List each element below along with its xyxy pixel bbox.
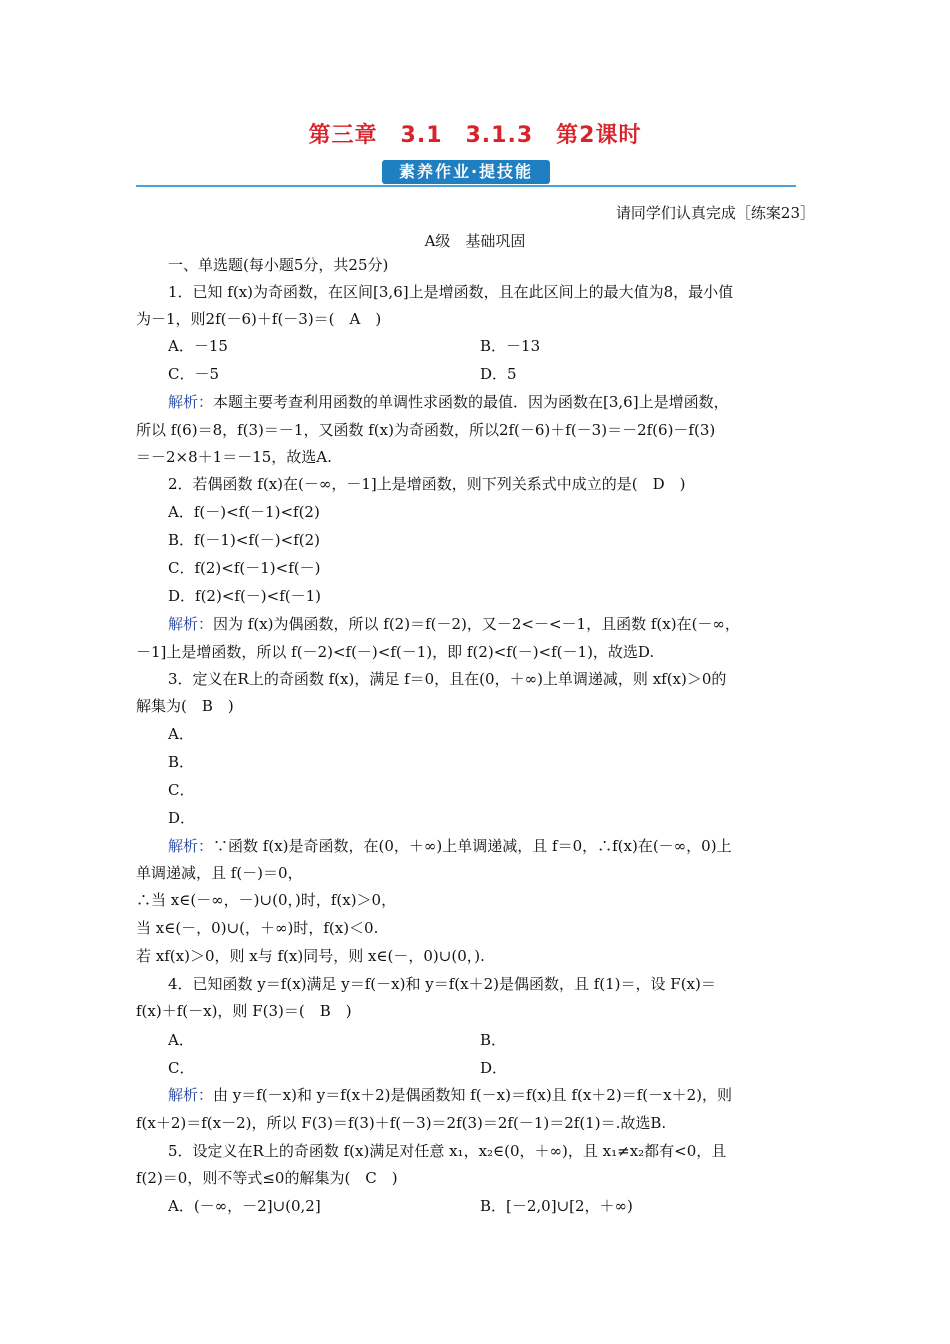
- q2-option-c: C．f(2)<f(－1)<f(－): [168, 559, 321, 577]
- q3-solution-line4: 当 x∈(－，0)∪(，＋∞)时，f(x)＜0.: [136, 919, 379, 937]
- q2-option-a: A．f(－)<f(－1)<f(2): [168, 503, 320, 521]
- q4-option-d: D．: [480, 1059, 508, 1077]
- q5-stem-line2: f(2)＝0，则不等式≤0的解集为( C ): [136, 1169, 398, 1187]
- header-divider: [136, 185, 796, 187]
- q1-stem-line2: 为－1，则2f(－6)＋f(－3)＝( A ): [136, 310, 382, 328]
- q5-stem-line1: 5．设定义在R上的奇函数 f(x)满足对任意 x₁，x₂∈(0，＋∞)，且 x₁≠x₂都有<0，且: [168, 1142, 727, 1160]
- q2-solution-line2: －1]上是增函数，所以 f(－2)<f(－)<f(－1)，即 f(2)<f(－)<f(－1)，故选D.: [136, 643, 655, 661]
- q4-solution-line1: [168, 1085, 848, 1105]
- q3-stem-line1: 3．定义在R上的奇函数 f(x)，满足 f＝0，且在(0，＋∞)上单调递减，则 xf(x)＞0的: [168, 670, 727, 688]
- q3-option-c: C．: [168, 781, 195, 799]
- q4-solution-line2: f(x＋2)＝f(x－2)，所以 F(3)＝f(3)＋f(－3)＝2f(3)＝2f(－1)＝2f(1)＝.故选B.: [136, 1114, 667, 1132]
- q5-option-b: B．[－2,0]∪[2，＋∞): [480, 1197, 633, 1215]
- section-banner: 素养作业·提技能: [382, 160, 550, 184]
- q3-solution-line3: ∴当 x∈(－∞，－)∪(0，)时，f(x)＞0，: [136, 891, 397, 909]
- q1-solution-text1: 本题主要考查利用函数的单调性求函数的最值．因为函数在[3,6]上是增函数，: [213, 393, 729, 411]
- q4-options-row2: [168, 1058, 848, 1078]
- level-heading: A级 基础巩固: [424, 232, 526, 250]
- q3-solution-text1: ∵函数 f(x)是奇函数，在(0，＋∞)上单调递减，且 f＝0，∴f(x)在(－∞，0)上: [213, 837, 732, 855]
- q2-option-b: B．f(－1)<f(－)<f(2): [168, 531, 321, 549]
- q1-option-b: B．－13: [480, 337, 541, 355]
- q5-option-a: A．(－∞，－2]∪(0,2]: [168, 1197, 321, 1215]
- q4-solution-label: 解析：: [168, 1086, 214, 1104]
- q3-option-a: A．: [168, 725, 194, 743]
- q1-solution-line1: [168, 392, 848, 412]
- q4-option-a: A．: [168, 1031, 194, 1049]
- q2-solution-text1: 因为 f(x)为偶函数，所以 f(2)＝f(－2)，又－2<－<－1，且函数 f(x)在(－∞，: [213, 615, 740, 633]
- q1-options-row1: [168, 336, 848, 356]
- page-title: 第三章 3.1 3.1.3 第2课时: [308, 123, 642, 148]
- q4-stem-line1: 4．已知函数 y＝f(x)满足 y＝f(－x)和 y＝f(x＋2)是偶函数，且 f(1)＝，设 F(x)＝: [168, 975, 716, 993]
- q2-option-d: D．f(2)<f(－)<f(－1): [168, 587, 322, 605]
- section-heading: 一、单选题(每小题5分，共25分): [168, 256, 389, 274]
- q3-solution-line5: 若 xf(x)＞0，则 x与 f(x)同号，则 x∈(－，0)∪(0，).: [136, 947, 485, 965]
- q4-solution-text1: 由 y＝f(－x)和 y＝f(x＋2)是偶函数知 f(－x)＝f(x)且 f(x＋2)＝f(－x＋2)，则: [213, 1086, 732, 1104]
- q1-solution-label: 解析：: [168, 393, 214, 411]
- q4-options-row1: [168, 1030, 848, 1050]
- q2-stem: 2．若偶函数 f(x)在(－∞，－1]上是增函数，则下列关系式中成立的是( D ): [168, 475, 686, 493]
- q1-stem-line1: 1．已知 f(x)为奇函数，在区间[3,6]上是增函数，且在此区间上的最大值为8，最小值: [168, 283, 734, 301]
- q3-stem-line2: 解集为( B ): [136, 697, 234, 715]
- q4-option-b: B．: [480, 1031, 507, 1049]
- q3-solution-label: 解析：: [168, 837, 214, 855]
- q3-option-d: D．: [168, 809, 196, 827]
- q2-solution-line1: [168, 614, 848, 634]
- q1-option-a: A．－15: [168, 337, 228, 355]
- q1-option-c: C．－5: [168, 365, 220, 383]
- q3-option-b: B．: [168, 753, 195, 771]
- q5-options-row1: [168, 1196, 848, 1216]
- q3-solution-line2: 单调递减，且 f(－)＝0，: [136, 864, 303, 882]
- q2-solution-label: 解析：: [168, 615, 214, 633]
- q1-solution-line3: ＝－2×8＋1＝－15，故选A.: [136, 448, 332, 466]
- q1-solution-line2: 所以 f(6)＝8，f(3)＝－1，又函数 f(x)为奇函数，所以2f(－6)＋f(－3)＝－2f(6)－f(3): [136, 421, 716, 439]
- q3-solution-line1: [168, 836, 848, 856]
- q1-option-d: D．5: [480, 365, 517, 383]
- q4-option-c: C．: [168, 1059, 195, 1077]
- q1-options-row2: [168, 364, 848, 384]
- q4-stem-line2: f(x)＋f(－x)，则 F(3)＝( B ): [136, 1002, 352, 1020]
- practice-instruction: 请同学们认真完成［练案23］: [615, 204, 815, 222]
